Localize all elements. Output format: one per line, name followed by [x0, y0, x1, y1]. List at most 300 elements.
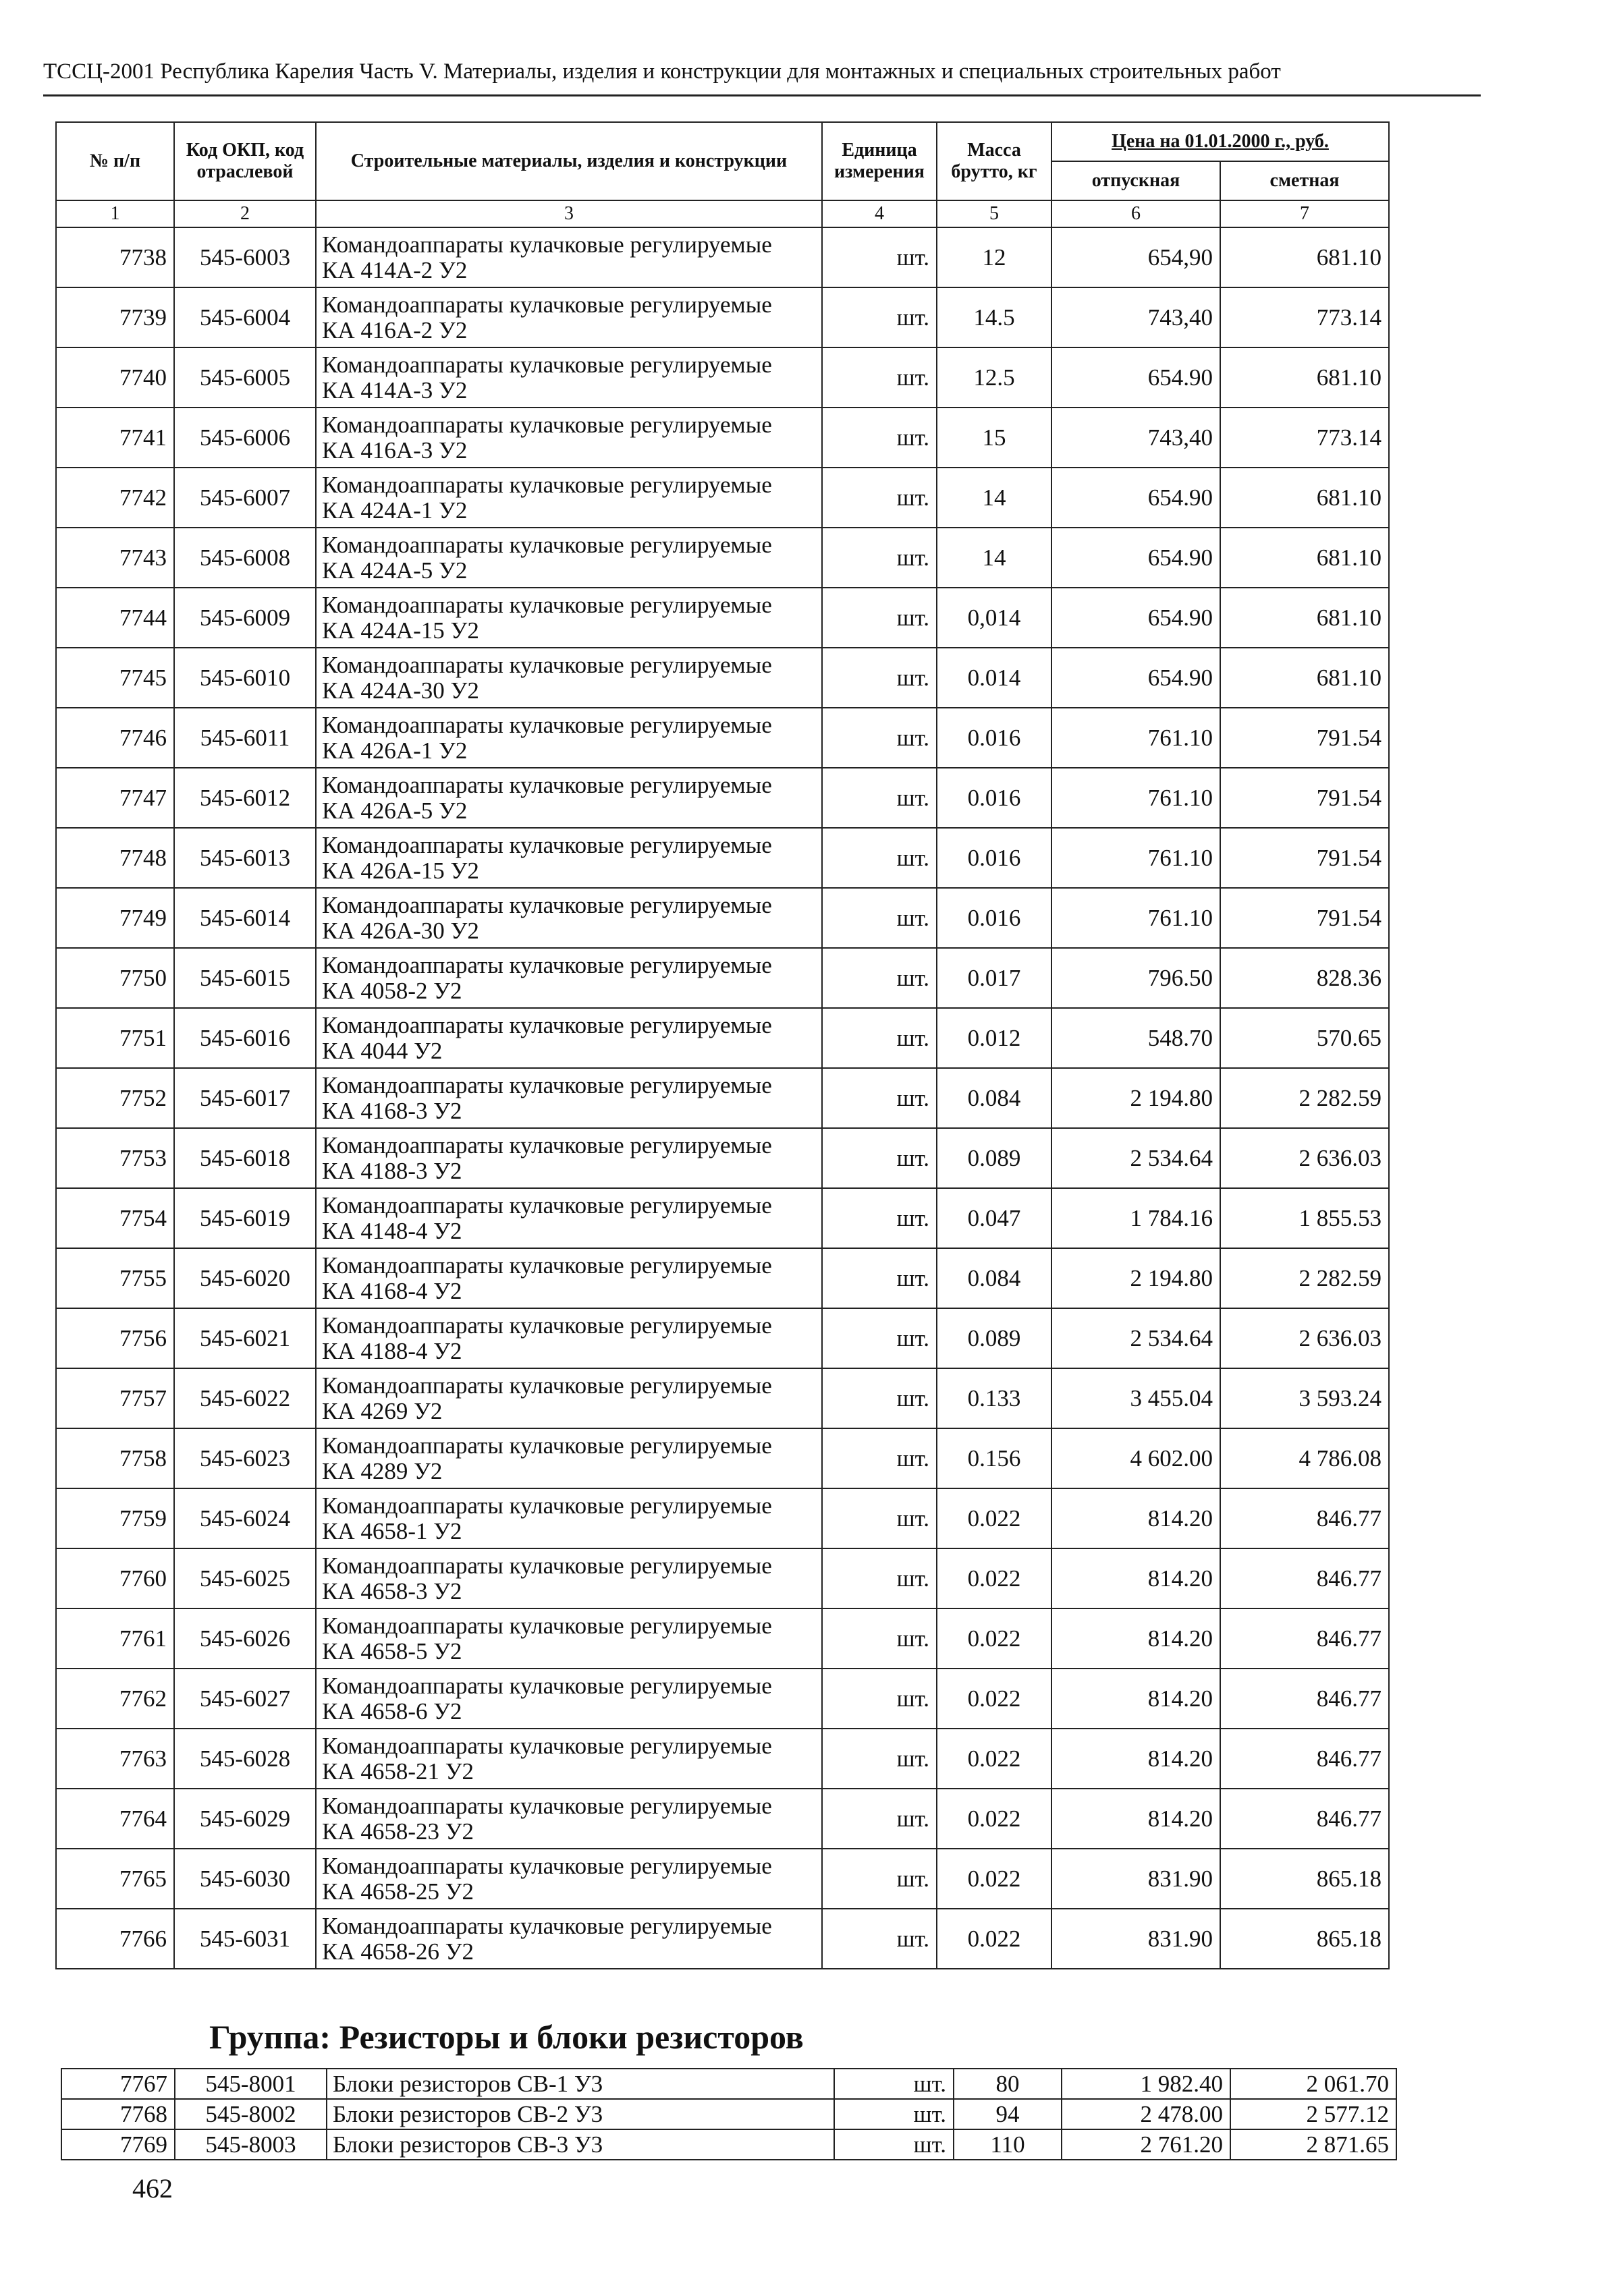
row-number: 7743: [56, 528, 174, 588]
okp-code: 545-6013: [174, 828, 316, 888]
material-name-line1: Командоаппараты кулачковые регулируемые: [322, 1672, 772, 1699]
price-release: 814.20: [1051, 1669, 1220, 1729]
material-name: [316, 828, 822, 888]
price-estimate: 1 855.53: [1220, 1188, 1389, 1248]
table-row: [56, 287, 1389, 347]
table-row: [56, 1428, 1389, 1488]
okp-code: 545-8002: [175, 2099, 327, 2129]
gross-mass: 0.016: [937, 708, 1051, 768]
okp-code: 545-6003: [174, 227, 316, 287]
material-name-line1: Командоаппараты кулачковые регулируемые: [322, 531, 772, 558]
unit-of-measure: шт.: [822, 588, 937, 648]
material-name-line2: КА 4658-26 У2: [322, 1938, 474, 1965]
price-estimate: 773.14: [1220, 287, 1389, 347]
okp-code: 545-6023: [174, 1428, 316, 1488]
table-row: [56, 768, 1389, 828]
row-number: 7740: [56, 347, 174, 408]
unit-of-measure: шт.: [822, 1368, 937, 1428]
material-name: [316, 1669, 822, 1729]
unit-of-measure: шт.: [822, 828, 937, 888]
material-name-line2: КА 4658-5 У2: [322, 1637, 462, 1664]
price-estimate: 2 061.70: [1230, 2069, 1396, 2099]
gross-mass: 0.012: [937, 1008, 1051, 1068]
header-rule: [43, 94, 1481, 96]
unit-of-measure: шт.: [822, 1128, 937, 1188]
group-title: Группа: Резисторы и блоки резисторов: [209, 2018, 804, 2056]
table-row: [56, 1128, 1389, 1188]
price-estimate: 773.14: [1220, 408, 1389, 468]
row-number: 7762: [56, 1669, 174, 1729]
okp-code: 545-6011: [174, 708, 316, 768]
price-estimate: 681.10: [1220, 528, 1389, 588]
row-number: 7751: [56, 1008, 174, 1068]
okp-code: 545-6020: [174, 1248, 316, 1308]
material-name: [316, 768, 822, 828]
table-row: [56, 1248, 1389, 1308]
material-name: [316, 1909, 822, 1969]
price-estimate: 681.10: [1220, 648, 1389, 708]
okp-code: 545-6006: [174, 408, 316, 468]
column-number: 4: [822, 200, 937, 227]
price-release: 2 194.80: [1051, 1068, 1220, 1128]
material-name-line2: КА 4658-6 У2: [322, 1698, 462, 1725]
material-name-line1: Командоаппараты кулачковые регулируемые: [322, 471, 772, 498]
okp-code: 545-6008: [174, 528, 316, 588]
okp-code: 545-6016: [174, 1008, 316, 1068]
material-name: [316, 1548, 822, 1608]
price-release: 831.90: [1051, 1849, 1220, 1909]
gross-mass: 0.047: [937, 1188, 1051, 1248]
material-name-line1: Командоаппараты кулачковые регулируемые: [322, 1732, 772, 1759]
price-release: 1 982.40: [1062, 2069, 1230, 2099]
material-name-line2: КА 4058-2 У2: [322, 977, 462, 1004]
gross-mass: 0.089: [937, 1308, 1051, 1368]
material-name-line2: КА 424А-1 У2: [322, 497, 468, 524]
row-number: 7747: [56, 768, 174, 828]
material-name: [316, 468, 822, 528]
unit-of-measure: шт.: [822, 1008, 937, 1068]
table-row: [56, 648, 1389, 708]
material-name-line2: КА 4658-25 У2: [322, 1878, 474, 1905]
column-number: 6: [1051, 200, 1220, 227]
gross-mass: 0.133: [937, 1368, 1051, 1428]
table-row: [56, 1368, 1389, 1428]
okp-code: 545-6017: [174, 1068, 316, 1128]
material-name-line2: КА 4168-3 У2: [322, 1097, 462, 1124]
price-estimate: 846.77: [1220, 1548, 1389, 1608]
price-estimate: 2 871.65: [1230, 2129, 1396, 2160]
table-row: [56, 888, 1389, 948]
price-release: 654.90: [1051, 468, 1220, 528]
materials-table-body: [56, 227, 1389, 1969]
row-number: 7764: [56, 1789, 174, 1849]
col-header-price-release: отпускная: [1051, 161, 1220, 200]
col-header-mass: Масса брутто, кг: [937, 122, 1051, 200]
material-name: Блоки резисторов СВ-2 У3: [327, 2099, 834, 2129]
material-name-line2: КА 426А-1 У2: [322, 737, 468, 764]
price-estimate: 846.77: [1220, 1608, 1389, 1669]
material-name: [316, 1608, 822, 1669]
price-estimate: 2 577.12: [1230, 2099, 1396, 2129]
material-name-line2: КА 4148-4 У2: [322, 1217, 462, 1244]
unit-of-measure: шт.: [822, 888, 937, 948]
material-name: [316, 287, 822, 347]
material-name-line2: КА 426А-15 У2: [322, 857, 479, 884]
price-release: 761.10: [1051, 768, 1220, 828]
material-name: [316, 1428, 822, 1488]
okp-code: 545-6019: [174, 1188, 316, 1248]
material-name-line1: Командоаппараты кулачковые регулируемые: [322, 291, 772, 318]
unit-of-measure: шт.: [822, 708, 937, 768]
material-name-line1: Командоаппараты кулачковые регулируемые: [322, 1071, 772, 1098]
unit-of-measure: шт.: [822, 1308, 937, 1368]
material-name-line1: Командоаппараты кулачковые регулируемые: [322, 411, 772, 438]
okp-code: 545-6025: [174, 1548, 316, 1608]
price-release: 761.10: [1051, 708, 1220, 768]
price-estimate: 2 282.59: [1220, 1068, 1389, 1128]
table-row: [61, 2069, 1396, 2099]
gross-mass: 0.084: [937, 1068, 1051, 1128]
col-header-unit: Единица измерения: [822, 122, 937, 200]
price-estimate: 846.77: [1220, 1789, 1389, 1849]
row-number: 7742: [56, 468, 174, 528]
table-row: [56, 1488, 1389, 1548]
gross-mass: 12.5: [937, 347, 1051, 408]
col-header-price-estimate: сметная: [1220, 161, 1389, 200]
price-estimate: 3 593.24: [1220, 1368, 1389, 1428]
okp-code: 545-6026: [174, 1608, 316, 1669]
table-row: [56, 1188, 1389, 1248]
price-release: 743,40: [1051, 287, 1220, 347]
material-name: [316, 588, 822, 648]
table-row: [56, 1608, 1389, 1669]
price-estimate: 791.54: [1220, 768, 1389, 828]
price-estimate: 846.77: [1220, 1669, 1389, 1729]
material-name-line1: Командоаппараты кулачковые регулируемые: [322, 1552, 772, 1579]
material-name-line1: Командоаппараты кулачковые регулируемые: [322, 351, 772, 378]
table-row: [56, 468, 1389, 528]
gross-mass: 12: [937, 227, 1051, 287]
row-number: 7769: [61, 2129, 175, 2160]
okp-code: 545-6028: [174, 1729, 316, 1789]
material-name: [316, 1849, 822, 1909]
price-estimate: 865.18: [1220, 1849, 1389, 1909]
okp-code: 545-6004: [174, 287, 316, 347]
column-number: 5: [937, 200, 1051, 227]
column-number-row: [56, 200, 1389, 227]
unit-of-measure: шт.: [822, 768, 937, 828]
price-release: 814.20: [1051, 1729, 1220, 1789]
row-number: 7739: [56, 287, 174, 347]
okp-code: 545-6007: [174, 468, 316, 528]
material-name-line2: КА 426А-30 У2: [322, 917, 479, 944]
column-number: 3: [316, 200, 822, 227]
price-release: 796.50: [1051, 948, 1220, 1008]
price-release: 654,90: [1051, 227, 1220, 287]
price-estimate: 681.10: [1220, 347, 1389, 408]
unit-of-measure: шт.: [822, 347, 937, 408]
price-estimate: 2 636.03: [1220, 1128, 1389, 1188]
row-number: 7750: [56, 948, 174, 1008]
material-name-line1: Командоаппараты кулачковые регулируемые: [322, 651, 772, 678]
okp-code: 545-6005: [174, 347, 316, 408]
price-release: 814.20: [1051, 1488, 1220, 1548]
material-name-line1: Командоаппараты кулачковые регулируемые: [322, 1492, 772, 1519]
unit-of-measure: шт.: [822, 1248, 937, 1308]
gross-mass: 110: [954, 2129, 1062, 2160]
table-row: [56, 1068, 1389, 1128]
table-row: [56, 528, 1389, 588]
gross-mass: 0.084: [937, 1248, 1051, 1308]
material-name-line1: Командоаппараты кулачковые регулируемые: [322, 951, 772, 978]
col-header-name: Строительные материалы, изделия и конструкции: [316, 122, 822, 200]
table-row: [61, 2099, 1396, 2129]
material-name-line1: Командоаппараты кулачковые регулируемые: [322, 1912, 772, 1939]
material-name-line1: Командоаппараты кулачковые регулируемые: [322, 231, 772, 258]
material-name: [316, 888, 822, 948]
col-header-num: № п/п: [56, 122, 174, 200]
table-row: [56, 1669, 1389, 1729]
table-row: [56, 588, 1389, 648]
unit-of-measure: шт.: [834, 2099, 954, 2129]
row-number: 7758: [56, 1428, 174, 1488]
price-estimate: 570.65: [1220, 1008, 1389, 1068]
okp-code: 545-6021: [174, 1308, 316, 1368]
row-number: 7738: [56, 227, 174, 287]
unit-of-measure: шт.: [822, 227, 937, 287]
material-name: [316, 1789, 822, 1849]
gross-mass: 0.016: [937, 768, 1051, 828]
material-name: [316, 1008, 822, 1068]
price-release: 654.90: [1051, 588, 1220, 648]
price-estimate: 4 786.08: [1220, 1428, 1389, 1488]
table-row: [56, 1789, 1389, 1849]
resistors-table-body: [61, 2069, 1396, 2160]
price-release: 814.20: [1051, 1789, 1220, 1849]
price-release: 743,40: [1051, 408, 1220, 468]
okp-code: 545-6012: [174, 768, 316, 828]
resistors-table: [61, 2068, 1397, 2160]
gross-mass: 0,014: [937, 588, 1051, 648]
gross-mass: 14: [937, 468, 1051, 528]
price-release: 2 194.80: [1051, 1248, 1220, 1308]
unit-of-measure: шт.: [822, 1849, 937, 1909]
unit-of-measure: шт.: [822, 648, 937, 708]
okp-code: 545-6009: [174, 588, 316, 648]
price-release: 654.90: [1051, 648, 1220, 708]
price-release: 3 455.04: [1051, 1368, 1220, 1428]
unit-of-measure: шт.: [834, 2069, 954, 2099]
gross-mass: 0.156: [937, 1428, 1051, 1488]
table-row: [56, 948, 1389, 1008]
material-name-line2: КА 416А-3 У2: [322, 437, 468, 464]
material-name: [316, 1488, 822, 1548]
material-name-line2: КА 4658-3 У2: [322, 1577, 462, 1604]
table-row: [61, 2129, 1396, 2160]
gross-mass: 0.017: [937, 948, 1051, 1008]
unit-of-measure: шт.: [822, 1188, 937, 1248]
okp-code: 545-6024: [174, 1488, 316, 1548]
gross-mass: 0.022: [937, 1909, 1051, 1969]
table-row: [56, 828, 1389, 888]
gross-mass: 15: [937, 408, 1051, 468]
material-name-line1: Командоаппараты кулачковые регулируемые: [322, 1792, 772, 1819]
price-release: 2 478.00: [1062, 2099, 1230, 2129]
gross-mass: 0.022: [937, 1789, 1051, 1849]
okp-code: 545-6014: [174, 888, 316, 948]
gross-mass: 0.022: [937, 1608, 1051, 1669]
row-number: 7753: [56, 1128, 174, 1188]
material-name-line1: Командоаппараты кулачковые регулируемые: [322, 1252, 772, 1279]
material-name-line2: КА 4269 У2: [322, 1397, 443, 1424]
price-estimate: 791.54: [1220, 828, 1389, 888]
material-name-line1: Командоаппараты кулачковые регулируемые: [322, 1131, 772, 1158]
price-release: 814.20: [1051, 1548, 1220, 1608]
price-release: 761.10: [1051, 828, 1220, 888]
material-name: [316, 1368, 822, 1428]
material-name-line2: КА 414А-2 У2: [322, 256, 468, 283]
material-name: [316, 408, 822, 468]
price-release: 831.90: [1051, 1909, 1220, 1969]
price-estimate: 681.10: [1220, 227, 1389, 287]
unit-of-measure: шт.: [822, 528, 937, 588]
material-name: [316, 648, 822, 708]
table-row: [56, 1308, 1389, 1368]
unit-of-measure: шт.: [822, 1669, 937, 1729]
material-name-line2: КА 4658-23 У2: [322, 1818, 474, 1845]
okp-code: 545-6027: [174, 1669, 316, 1729]
material-name-line2: КА 424А-30 У2: [322, 677, 479, 704]
materials-table: [55, 121, 1390, 1969]
price-estimate: 865.18: [1220, 1909, 1389, 1969]
price-estimate: 846.77: [1220, 1729, 1389, 1789]
price-estimate: 2 282.59: [1220, 1248, 1389, 1308]
row-number: 7748: [56, 828, 174, 888]
material-name: Блоки резисторов СВ-3 У3: [327, 2129, 834, 2160]
okp-code: 545-6015: [174, 948, 316, 1008]
row-number: 7744: [56, 588, 174, 648]
row-number: 7760: [56, 1548, 174, 1608]
okp-code: 545-8003: [175, 2129, 327, 2160]
material-name-line2: КА 4658-21 У2: [322, 1758, 474, 1785]
unit-of-measure: шт.: [822, 1729, 937, 1789]
gross-mass: 0.016: [937, 888, 1051, 948]
material-name-line1: Командоаппараты кулачковые регулируемые: [322, 1011, 772, 1038]
unit-of-measure: шт.: [822, 1789, 937, 1849]
okp-code: 545-6031: [174, 1909, 316, 1969]
gross-mass: 14: [937, 528, 1051, 588]
okp-code: 545-6029: [174, 1789, 316, 1849]
unit-of-measure: шт.: [834, 2129, 954, 2160]
unit-of-measure: шт.: [822, 408, 937, 468]
material-name: Блоки резисторов СВ-1 У3: [327, 2069, 834, 2099]
price-release: 2 534.64: [1051, 1128, 1220, 1188]
material-name-line1: Командоаппараты кулачковые регулируемые: [322, 1852, 772, 1879]
material-name: [316, 1068, 822, 1128]
material-name-line2: КА 4168-4 У2: [322, 1277, 462, 1304]
material-name-line1: Командоаппараты кулачковые регулируемые: [322, 1192, 772, 1219]
gross-mass: 0.014: [937, 648, 1051, 708]
gross-mass: 0.089: [937, 1128, 1051, 1188]
row-number: 7761: [56, 1608, 174, 1669]
material-name-line2: КА 424А-15 У2: [322, 617, 479, 644]
price-release: 654.90: [1051, 347, 1220, 408]
gross-mass: 0.022: [937, 1488, 1051, 1548]
page-number: 462: [132, 2173, 173, 2204]
material-name: [316, 1188, 822, 1248]
row-number: 7759: [56, 1488, 174, 1548]
table-row: [56, 408, 1389, 468]
row-number: 7763: [56, 1729, 174, 1789]
gross-mass: 0.022: [937, 1548, 1051, 1608]
okp-code: 545-8001: [175, 2069, 327, 2099]
material-name-line1: Командоаппараты кулачковые регулируемые: [322, 771, 772, 798]
price-estimate: 681.10: [1220, 468, 1389, 528]
row-number: 7757: [56, 1368, 174, 1428]
row-number: 7746: [56, 708, 174, 768]
row-number: 7749: [56, 888, 174, 948]
gross-mass: 0.022: [937, 1729, 1051, 1789]
material-name: [316, 528, 822, 588]
column-number: 7: [1220, 200, 1389, 227]
row-number: 7768: [61, 2099, 175, 2129]
material-name-line2: КА 4289 У2: [322, 1457, 443, 1484]
row-number: 7765: [56, 1849, 174, 1909]
column-number: 1: [56, 200, 174, 227]
price-estimate: 828.36: [1220, 948, 1389, 1008]
okp-code: 545-6022: [174, 1368, 316, 1428]
col-header-price-group: Цена на 01.01.2000 г., руб.: [1051, 122, 1389, 161]
unit-of-measure: шт.: [822, 1068, 937, 1128]
material-name-line2: КА 426А-5 У2: [322, 797, 468, 824]
material-name-line1: Командоаппараты кулачковые регулируемые: [322, 711, 772, 738]
price-estimate: 791.54: [1220, 708, 1389, 768]
row-number: 7755: [56, 1248, 174, 1308]
gross-mass: 0.022: [937, 1849, 1051, 1909]
material-name: [316, 948, 822, 1008]
price-estimate: 846.77: [1220, 1488, 1389, 1548]
price-release: 2 534.64: [1051, 1308, 1220, 1368]
material-name: [316, 1308, 822, 1368]
unit-of-measure: шт.: [822, 1909, 937, 1969]
price-estimate: 791.54: [1220, 888, 1389, 948]
unit-of-measure: шт.: [822, 1488, 937, 1548]
price-estimate: 681.10: [1220, 588, 1389, 648]
material-name: [316, 1729, 822, 1789]
unit-of-measure: шт.: [822, 948, 937, 1008]
row-number: 7752: [56, 1068, 174, 1128]
table-row: [56, 1849, 1389, 1909]
gross-mass: 80: [954, 2069, 1062, 2099]
col-header-okp: Код ОКП, код отраслевой: [174, 122, 316, 200]
price-release: 548.70: [1051, 1008, 1220, 1068]
material-name-line2: КА 4044 У2: [322, 1037, 443, 1064]
price-release: 1 784.16: [1051, 1188, 1220, 1248]
material-name-line1: Командоаппараты кулачковые регулируемые: [322, 591, 772, 618]
table-row: [56, 1909, 1389, 1969]
material-name-line1: Командоаппараты кулачковые регулируемые: [322, 1312, 772, 1339]
material-name-line1: Командоаппараты кулачковые регулируемые: [322, 1372, 772, 1399]
unit-of-measure: шт.: [822, 1608, 937, 1669]
gross-mass: 0.022: [937, 1669, 1051, 1729]
material-name-line1: Командоаппараты кулачковые регулируемые: [322, 831, 772, 858]
material-name-line1: Командоаппараты кулачковые регулируемые: [322, 1432, 772, 1459]
price-release: 2 761.20: [1062, 2129, 1230, 2160]
unit-of-measure: шт.: [822, 287, 937, 347]
material-name-line2: КА 416А-2 У2: [322, 316, 468, 343]
table-row: [56, 1008, 1389, 1068]
material-name-line2: КА 424А-5 У2: [322, 557, 468, 584]
